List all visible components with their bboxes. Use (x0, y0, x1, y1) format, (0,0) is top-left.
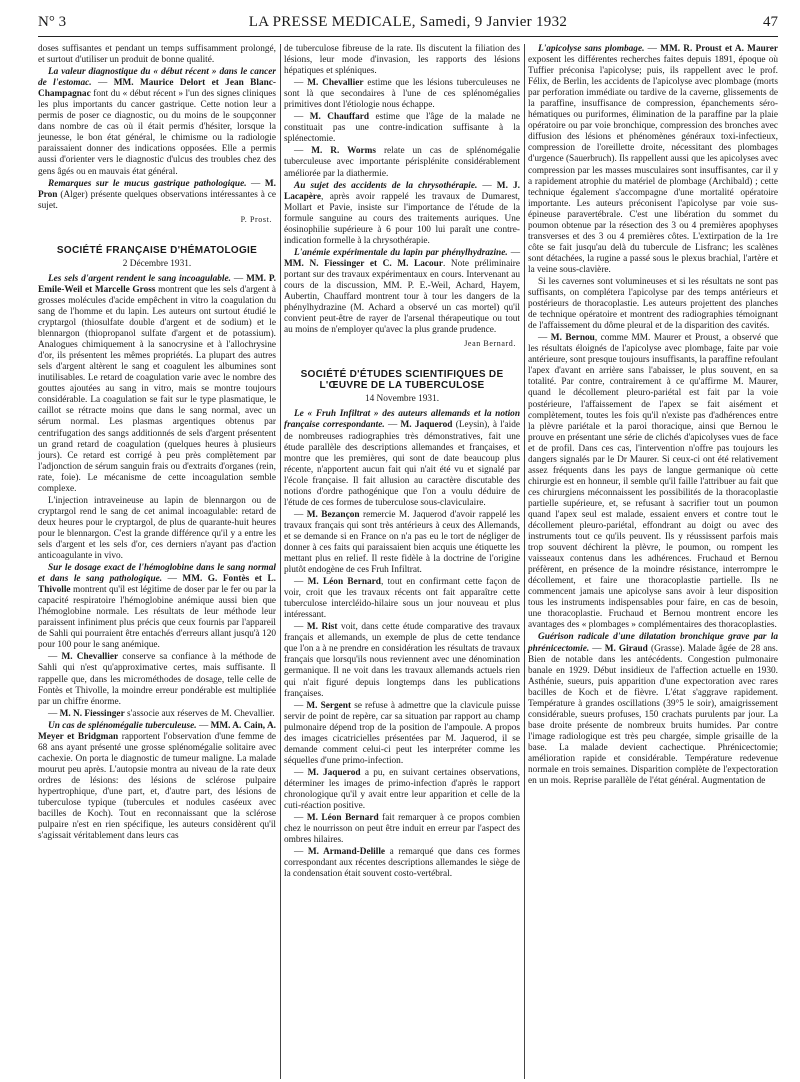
issue-number: N° 3 (38, 14, 67, 30)
column-divider (280, 44, 281, 1079)
author-names: MM. A. Cain, A. Meyer et Bridgman (38, 720, 277, 742)
author-names: M. Chevallier (61, 652, 119, 663)
topic-title: Le « Fruh Infiltrat » des auteurs allemands et la notion française correspondante. (284, 409, 520, 431)
author-names: M. R. Worms (311, 146, 376, 157)
paragraph: — M. Léon Bernard, tout en confirmant cette façon de voir, croit que les travaux récents ont fait apparaître cette tuberculose intercléido-hilaire sous un jour nouveau et plus intéressant. (284, 577, 521, 621)
paragraph: — M. N. Fiessinger s'associe aux réserves de M. Chevallier. (48, 708, 275, 719)
paragraph: L'injection intraveineuse au lapin de blennargon ou de cryptargol rend le sang de cet animal incoagulable: retard de deux heures pour le cryptargol, de plus de quarante-huit heures pour le blennargon. C'est la grande différence qu'il y a entre les sels d'argent et les sels d'or, ces derniers n'ayant pas d'action anticoagulante in vivo. (38, 495, 276, 562)
paragraph-text: voit, dans cette étude comparative des travaux français et allemands, un exemple de plus de cette tendance que l'on a à ne prendre en considération les résultats de travaux français que lorsqu'ils nous reviennent avec une dénomination germanique. Il ne voit dans les travaux allemands actuels rien qui n'ait figuré depuis longtemps dans les publications françaises. (284, 622, 521, 699)
signature: P. Prost. (240, 214, 272, 224)
topic-title: Un cas de splénomégalie tuberculeuse. (48, 720, 197, 731)
paragraph: — M. Bezançon remercie M. Jaquerod d'avoir rappelé les travaux français qui sont très antérieurs à ceux des Allemands, et se demande si en France on n'a pas eu le tort de négliger de donner à ces faits qui paraissaient bien acquis une étiquette les mettant plus en relief. Il reste fidèle à la doctrine de l'origine plutôt endogène de ces Fruh Infiltrat. (284, 509, 520, 576)
paragraph-text: estime que les lésions tuberculeuses ne sont là que secondaires à l'une de ces splénomégalies primitives dont l'étiologie nous échappe. (284, 78, 521, 111)
topic-title: L'apicolyse sans plombage. (538, 44, 645, 54)
page-number: 47 (763, 14, 778, 30)
author-names: M. Jaquerod (400, 420, 453, 431)
column-3 (528, 44, 778, 788)
column-2 (284, 44, 520, 881)
paragraph-text: a pu, en suivant certaines observations, déterminer les images de primo-infection d'après le rapport chronologique qu'il y avait entre leur apparition et celle de la cuti-réaction positive. (284, 767, 521, 812)
author-names: M. Chauffard (309, 112, 370, 123)
author-names: M. Jaquerod (307, 767, 361, 778)
paragraph-text: (Alger) présente quelques observations intéressantes à ce sujet. (38, 189, 277, 211)
paragraph: — M. Bernou, comme MM. Maurer et Proust, a observé que les résultats éloignés de l'apicolyse avec plombage, faite par voie antérieure, sont presque toujours insuffisants, la paraffine refoulant l'apex d'avant en arrière sans l'abaisser, le plus souvent, en sa totalité. Par contre, contrairement à ce qu'affirme M. Maurer, quand le décollement pleuro-pariétal est fait par la voie postérieure, l'affaissement de l'apex se fait aisément et complètement, toutes les fois qu'il n'existe pas d'adhérences entre la plèvre pariétale et la paroi thoracique, ainsi que Bernou le prouve en présentant une série de clichés d'apicolyses vues de face et de profil. Dans ces cas, l'intervention n'offre pas toujours les dangers signalés par le Dr Maurer. Si ceux-ci ont été relativement assez fréquents dans les pays de langue germanique où cette chirurgie est en honneur, il semble qu'il faille l'attribuer au fait que ces chirurgiens méconnaissent les possibilités de la thoracoplastie partielle supérieure, et, se refusant à sacrifier tout un poumon quand l'apex seul est malade, essaient envers et contre tout le décollement pleuro-pariétal, effondrant au doigt ou avec des instruments tout ce qu'ils peuvent. Ils y réussissent parfois mais trop souvent déchirent la plèvre, le poumon, ou rompent les vaisseaux contenus dans les adhérences. Fruchaud et Bernou préfèrent, en présence de la moindre résistance, interrompre le décollement, et faire une thoracoplastie partielle. Ils ne commencent jamais une apicolyse sans avoir à leur disposition tous les instruments indispensables pour faire, en cas de besoin, une thoracoplastie. Fruchaud et Bernou montrent encore les avantages des « plombages » complémentaires des thoracoplasties. (528, 333, 778, 631)
paragraph: La valeur diagnostique du « début récent » dans le cancer de l'estomac. — MM. Maurice Delort et Jean Blanc-Champagnac font du « début récent » l'un des signes cliniques les plus importants du cancer gastrique. Cette notion leur a permis de poser ce diagnostic, ou du moins de le soupçonner dans nombre de cas où il était permis d'hésiter, lorsque la jeunesse, le bon état général, le chimisme ou la radiologie paraissaient donner des indications opposées. Elle a permis aussi d'orienter vers le diagnostic d'ulcus des troubles chez des gens âgés ou en mauvais état général. (38, 67, 276, 177)
paragraph-text: , tout en confirmant cette façon de voir, croit que les travaux récents ont fait apparaître cette tuberculose intercléido-hilaire sous un jour nouveau et plus intéressant. (284, 577, 521, 621)
paragraph: Les sels d'argent rendent le sang incoagulable. — MM. P. Emile-Weil et Marcelle Gross montrent que les sels d'argent à grosses molécules d'acide empêchent in vitro la coagulation du sang de l'homme et du lapin. Les auteurs ont surtout étudié le cryptargol (thiosulfate double d'argent et de sodium) et le blennargon (thiopropanol sulfate d'argent et de potassium). Analogues chimiquement à la sanocrysine et à l'allochrysine d'or, ils présentent les mêmes propriétés. La plupart des autres sels d'argent altèrent le sang et coagulent les albumines sont inutilisables. Le retard de coagulation varie avec le nombre des gouttes ajoutées au sang in vitro, mais se montre toujours considérable. La coagulation se fait sur le type plasmatique, le caillot se rétracte moins que dans le sang normal, avec un sérum normal. Les plasmas argentiques obtenus par centrifugation des sangs additionnés de sels d'argent présentent un grand retard de coagulation (quelques heures à plusieurs jours). Ce retard est corrigé à peu près complètement par l'adjonction de sérum sanguin frais ou d'extraits d'organes (rein, rate, foie). Le mécanisme de cette incoagulation semble complexe. (38, 273, 276, 494)
page-header (38, 14, 778, 37)
author-names: M. Armand-Delille (307, 847, 386, 858)
author-names: MM. R. Proust et A. Maurer (660, 44, 778, 54)
paragraph-text: estime que l'âge de la malade ne constituait pas une contre-indication suffisante à la splénectomie. (284, 112, 520, 145)
paragraph: — M. Chevallier estime que les lésions tuberculeuses ne sont là que secondaires à l'une de ces splénomégalies primitives dont l'étiologie nous échappe. (284, 78, 521, 111)
section-date: 14 Novembre 1931. (364, 394, 440, 405)
author-names: M. Giraud (604, 643, 648, 654)
paragraph-text: a remarqué que dans ces formes correspondant aux récentes descriptions allemandes le siège de la condensation était souvent costo-vertébral. (284, 847, 520, 880)
author-names: M. Bernou (550, 333, 595, 344)
topic-title: Les sels d'argent rendent le sang incoagulable. (48, 273, 231, 284)
paragraph: — M. Chauffard estime que l'âge de la malade ne constituait pas une contre-indication suffisante à la splénectomie. (284, 112, 520, 145)
paragraph: Le « Fruh Infiltrat » des auteurs allemands et la notion française correspondante. — M. Jaquerod (Leysin), à l'aide de nombreuses radiographies très démonstratives, fait une étude parallèle des descriptions allemandes et françaises, et montre que les premières, qui sont de date beaucoup plus récente, n'apportent aucun fait qui n'ait été vu et signalé par l'école française. Il fait allusion au caractère discutable des notions d'ordre pathogénique que l'on a voulu déduire de l'étude de ces formes de tuberculose sous-claviculaire. (284, 409, 521, 508)
topic-title: Au sujet des accidents de la chrysothérapie. (294, 180, 478, 191)
topic-title: Remarques sur le mucus gastrique pathologique. (48, 178, 247, 189)
paragraph-text: relate un cas de splénomégalie tuberculeuse avec importante périsplénite considérablement améliorée par la diathermie. (284, 146, 520, 179)
paragraph-text: montrent qu'il est légitime de doser par le fer ou par la capacité respiratoire l'hémoglobine anémique aussi bien que l'hémoglobine normale. Les résultats de leur méthode leur paraissent infiniment plus précis que ceux fournis par l'appareil de Sahli qui pourraient être entachés d'erreurs allant jusqu'à 120 pour 100 pour le sang anémique. (38, 585, 277, 651)
paragraph-text: (Grasse). Malade âgée de 28 ans. Bien de notable dans les antécédents. Congestion pulmonaire banale en 1929. Début insidieux de l'affection actuelle en 1930. Asthénie, sueurs, puis apparition d'une expectoration avec rares bacilles de Koch et de fièvre. L'état s'aggrave rapidement. Température à grandes oscillations (39°5 le soir), amaigrissement considérable, sueurs profuses, 150 crachats purulents par jour. La base droite présente de nombreux bruits humides. Par contre l'image radiologique est très peu chargée, simple grisaille de la base. La malade devient cachectique. Phrénicectomie; amélioration rapide et considérable. Température redevenue normale en trois semaines. Disparition complète de l'expectoration en un mois. Reprise parallèle de l'état général. Augmentation de (528, 643, 778, 787)
paragraph: Remarques sur le mucus gastrique pathologique. — M. Pron (Alger) présente quelques observations intéressantes à ce sujet. (38, 178, 277, 211)
topic-title: La valeur diagnostique du « début récent » dans le cancer de l'estomac. (38, 67, 276, 89)
section-date: 2 Décembre 1931. (122, 258, 192, 269)
author-names: MM. G. Fontès et L. Thivolle (38, 574, 276, 596)
author-names: M. J. Lacapère (284, 180, 520, 202)
paragraph-text: rapportent l'observation d'une femme de 68 ans ayant présenté une grosse splénomégalie solitaire avec cachexie. On porta le diagnostic de tumeur maligne. La malade mourut peu après. L'autopsie montra au niveau de la rate deux ordres de lésions: des lésions de sclérose pulpaire hypertrophique, d'une part, et, d'autre part, des lésions de tuberculose typique (tubercules et nodules caséeux avec bacilles de Koch). Tout en reconnaissant que la sclérose pulpaire n'est en rien spécifique, les auteurs considèrent qu'il s'agissait véritablement dans leurs cas (38, 731, 276, 842)
paragraph: — M. Rist voit, dans cette étude comparative des travaux français et allemands, un exemple de plus de cette tendance que l'on a à ne prendre en considération les résultats de travaux français que lorsqu'ils nous reviennent avec une dénomination germanique. Il ne voit dans les travaux allemands actuels rien qui n'ait figuré depuis longtemps dans les publications françaises. (284, 622, 521, 699)
paragraph-text: exposent les différentes recherches faites depuis 1891, époque où Tuffier préconisa l'apicolyse; puis, ils rappellent avec le prof. Félix, de Berlin, les accidents de l'apicolyse avec plombage (morts par perforation immédiate ou tardive de la caverne, glissements de la paraffine, insuffisance de compression, épanchements séro-hématiques ou puriformes, élimination de la paraffine par la plaie opératoire ou par voie bronchique, compression des bronches avec diffusion des lésions et phénomènes généraux toxi-infectieux, compression de l'oreillette droite, nécessitant des plombages d'urgence (Sauerbruch). Ils rappellent aussi que les apicolyses avec compression par les masses musculaires sont insuffisantes, car il y a rapidement atrophie du matériel de plombage (Archibald) ; cette technique également s'accompagne d'une mortalité opératoire importante. Les auteurs préconisent l'apicolyse par voie sus-épineuse paravertébrale. C'est une libération du sommet du poumon obtenue par la résection des 3 ou 4 premières apophyses transverses et des 3 ou 4 premières côtes. L'extirpation de la 1re côte se fait jusqu'au delà du tubercule de Lisfranc; les scalènes sont détachées, la rugine a passé sous le plexus brachial, l'artère et la veine sous-clavière. (528, 55, 778, 275)
author-names: MM. P. Emile-Weil et Marcelle Gross (38, 273, 276, 295)
author-names: MM. N. Fiessinger et C. M. Lacour (284, 258, 443, 269)
topic-title: Sur le dosage exact de l'hémoglobine dans le sang normal et dans le sang pathologique. (38, 563, 276, 585)
paragraph-text: s'associe aux réserves de M. Chevallier. (127, 708, 275, 719)
section-title: SOCIÉTÉ D'ÉTUDES SCIENTIFIQUES DE L'ŒUVRE DE LA TUBERCULOSE (300, 369, 504, 392)
author-names: M. Pron (38, 178, 276, 200)
journal-title: LA PRESSE MEDICALE, Samedi, 9 Janvier 1932 (248, 14, 568, 30)
author-names: M. N. Fiessinger (59, 708, 125, 719)
paragraph-text: font du « début récent » l'un des signes cliniques les plus importants du cancer gastrique. Cette notion leur a permis de poser ce diagnostic, ou du moins de le soupçonner dans nombre de cas où il était permis d'hésiter, lorsque la jeunesse, le bon état général, le chimisme ou la radiologie paraissaient donner des indications opposées. Elle a permis aussi d'orienter vers le diagnostic d'ulcus des troubles chez des gens âgés ou en mauvais état général. (38, 89, 276, 177)
paragraph: Guérison radicale d'une dilatation bronchique grave par la phrénicectomie. — M. Giraud (Grasse). Malade âgée de 28 ans. Bien de notable dans les antécédents. Congestion pulmonaire banale en 1929. Début insidieux de l'affection actuelle en 1930. Asthénie, sueurs, puis apparition d'une expectoration avec rares bacilles de Koch et de fièvre. L'état s'aggrave rapidement. Température à grandes oscillations (39°5 le soir), amaigrissement considérable, sueurs profuses, 150 crachats purulents par jour. La base droite présente de nombreux bruits humides. Par contre l'image radiologique est très peu chargée, simple grisaille de la base. La malade devient cachectique. Phrénicectomie; amélioration rapide et considérable. Température redevenue normale en trois semaines. Disparition complète de l'expectoration en un mois. Reprise parallèle de l'état général. Augmentation de (528, 632, 778, 787)
paragraph: — M. Jaquerod a pu, en suivant certaines observations, déterminer les images de primo-infection d'après le rapport chronologique qu'il y avait entre leur apparition et celle de la cuti-réaction positive. (284, 767, 521, 812)
paragraph-text: (Leysin), à l'aide de nombreuses radiographies très démonstratives, fait une étude parallèle des descriptions allemandes et françaises, et montre que les premières, qui sont de date beaucoup plus récente, n'apportent aucun fait qui n'ait été vu et signalé par l'école française. Il fait allusion au caractère discutable des notions d'ordre pathogénique que l'on a voulu déduire de l'étude de ces formes de tuberculose sous-claviculaire. (284, 420, 521, 508)
paragraph-text: conserve sa confiance à la méthode de Sahli qui n'est qu'approximative certes, mais suffisante. Il rappelle que, dans les microméthodes de dosage, telle celle de Fontès et Thivolle, la moindre erreur pondérable est multipliée par un chiffre énorme. (38, 652, 277, 707)
paragraph: L'apicolyse sans plombage. — MM. R. Proust et A. Maurer exposent les différentes recherches faites depuis 1891, époque où Tuffier préconisa l'apicolyse; puis, ils rappellent avec le prof. Félix, de Berlin, les accidents de l'apicolyse avec plombage (morts par perforation immédiate ou tardive de la caverne, glissements de la paraffine, insuffisance de compression, épanchements séro-hématiques ou puriformes, élimination de la paraffine par la plaie opératoire ou par voie bronchique, compression des bronches avec diffusion des lésions et phénomènes généraux toxi-infectieux, compression de l'oreillette droite, nécessitant des plombages d'urgence (Sauerbruch). Ils rappellent aussi que les apicolyses avec compression par les masses musculaires sont insuffisantes, car il y a rapidement atrophie du matériel de plombage (Archibald) ; cette technique également s'accompagne d'une mortalité opératoire importante. Les auteurs préconisent l'apicolyse par voie sus-épineuse paravertébrale. C'est une libération du sommet du poumon obtenue par la résection des 3 ou 4 premières apophyses transverses et des 3 ou 4 premières côtes. L'extirpation de la 1re côte se fait jusqu'au delà du tubercule de Lisfranc; les scalènes sont détachées, la rugine a passé sous le plexus brachial, l'artère et la veine sous-clavière. (528, 44, 778, 275)
paragraph-text: fait remarquer à ce propos combien chez le nourrisson on peut être induit en erreur par l'aspect des ombres hilaires. (284, 813, 521, 846)
paragraph: — M. R. Worms relate un cas de splénomégalie tuberculeuse avec importante périsplénite considérablement améliorée par la diathermie. (284, 146, 520, 179)
paragraph-text: , comme MM. Maurer et Proust, a observé que les résultats éloignés de l'apicolyse avec plombage, faite par voie antérieure, sont presque toujours insuffisants, la paraffine refoulant l'apex d'avant en arrière sans l'abaisser, le plus souvent, en sa totalité. Par contre, contrairement à ce qu'affirme M. Maurer, quand le décollement pleuro-pariétal est fait par la voie postérieure, l'affaissement de l'apex se fait aisément et complètement, toutes les fois qu'il n'existe pas d'adhérences entre la plèvre pariétale et la paroi thoracique, ainsi que Bernou le prouve en présentant une série de clichés d'apicolyses vues de face et de profil. Dans ces cas, l'intervention n'offre pas toujours les dangers signalés par le Dr Maurer. Si ceux-ci ont été relativement assez fréquents dans les pays de langue germanique où cette chirurgie est en honneur, il semble qu'il faille l'attribuer au fait que ces chirurgiens méconnaissent les possibilités de la thoracoplastie partielle supérieure, et, se refusant à sacrifier tout un poumon quand l'apex seul est malade, essaient envers et contre tout le décollement pleuro-pariétal, effondrant au doigt ou avec des instruments tout ce qu'ils peuvent. Ils y réussissent parfois mais trop souvent déchirent la plèvre, le poumon, ou rompent les vaisseaux contenus dans les adhérences. Fruchaud et Bernou préfèrent, en présence de la moindre résistance, interrompre le décollement, et faire une thoracoplastie partielle. Ils ne commencent jamais une apicolyse sans avoir à leur disposition tous les instruments indispensables pour faire, en cas de besoin, une thoracoplastie. Fruchaud et Bernou montrent encore les avantages des « plombages » complémentaires des thoracoplasties. (528, 333, 778, 631)
paragraph: Au sujet des accidents de la chrysothérapie. — M. J. Lacapère, après avoir rappelé les travaux de Dumarest, Mollart et Pavie, insiste sur l'importance de l'étude de la formule sanguine au cours des traitements auriques. Une éosinophilie supérieure à 6 pour 100 lui paraît une contre-indication formelle à la chrysothérapie. (284, 180, 520, 246)
topic-title: Guérison radicale d'une dilatation bronchique grave par la phrénicectomie. (528, 632, 778, 654)
paragraph: — M. Léon Bernard fait remarquer à ce propos combien chez le nourrisson on peut être induit en erreur par l'aspect des ombres hilaires. (284, 813, 521, 846)
author-names: M. Léon Bernard (306, 813, 379, 824)
paragraph: — M. Sergent se refuse à admettre que la clavicule puisse servir de point de repère, car sa situation par rapport au champ pulmonaire dépend trop de la position de l'ampoule. A propos des images cicatricielles présentées par M. Jaquerod, il se demande comment celui-ci peut les interpréter comme les séquelles d'une primo-infection. (284, 700, 520, 766)
author-names: M. Bezançon (306, 509, 360, 520)
paragraph-text: . Note préliminaire portant sur des travaux expérimentaux en cours. Intervenant au cours de la discussion, MM. P. E.-Weil, Achard, Hayem, Aubertin, Chauffard montrent tour à tour les dangers de la phénylhydrazine (M. Achard a observé un cas mortel) qu'il convient peut-être de rayer de l'arsenal thérapeutique ou tout au moins de n'employer qu'avec la plus grande prudence. (284, 258, 520, 336)
author-names: M. Rist (306, 622, 338, 633)
section-title: SOCIÉTÉ FRANÇAISE D'HÉMATOLOGIE (56, 244, 258, 256)
column-divider (524, 44, 525, 1079)
paragraph: — M. Chevallier conserve sa confiance à la méthode de Sahli qui n'est qu'approximative certes, mais suffisante. Il rappelle que, dans les microméthodes de dosage, telle celle de Fontès et Thivolle, la moindre erreur pondérable est multipliée par un chiffre énorme. (38, 652, 277, 707)
paragraph: doses suffisantes et pendant un temps suffisamment prolongé, et surtout d'utiliser un produit de bonne qualité. (38, 44, 276, 66)
paragraph-text: remercie M. Jaquerod d'avoir rappelé les travaux français qui sont très antérieurs à ceux des Allemands, et se demande si en France on n'a pas eu le tort de négliger de donner à ces faits qui paraissaient bien acquis une étiquette les mettant plus en relief. Il reste fidèle à la doctrine de l'origine plutôt endogène de ces Fruh Infiltrat. (284, 509, 520, 576)
paragraph-text: , après avoir rappelé les travaux de Dumarest, Mollart et Pavie, insiste sur l'importance de l'étude de la formule sanguine au cours des traitements auriques. Une éosinophilie supérieure à 6 pour 100 lui paraît une contre-indication formelle à la chrysothérapie. (284, 191, 520, 246)
topic-title: L'anémie expérimentale du lapin par phénylhydrazine. (294, 247, 508, 258)
paragraph: Sur le dosage exact de l'hémoglobine dans le sang normal et dans le sang pathologique. — MM. G. Fontès et L. Thivolle montrent qu'il est légitime de doser par le fer ou par la capacité respiratoire l'hémoglobine anémique aussi bien que l'hémoglobine normale. Les résultats de leur méthode leur paraissent infiniment plus précis que ceux fournis par l'appareil de Sahli qui pourraient être entachés d'erreurs allant jusqu'à 120 pour 100 pour le sang anémique. (38, 563, 277, 651)
author-names: M. Léon Bernard (307, 577, 381, 588)
paragraph: Si les cavernes sont volumineuses et si les résultats ne sont pas suffisants, on complétera l'apicolyse par des temps antérieurs et postérieurs de thoracoplastie. Les auteurs projettent des planches de technique opératoire et montrent des radiographies témoignant de l'affaissement du dôme pleural et de la disparition des cavités. (528, 276, 778, 332)
author-names: M. Sergent (306, 700, 352, 711)
column-1 (38, 44, 276, 843)
paragraph: — M. Armand-Delille a remarqué que dans ces formes correspondant aux récentes descriptions allemandes le siège de la condensation était souvent costo-vertébral. (284, 847, 520, 880)
author-names: M. Chevallier (307, 78, 364, 89)
signature: Jean Bernard. (464, 339, 516, 349)
paragraph: Un cas de splénomégalie tuberculeuse. — MM. A. Cain, A. Meyer et Bridgman rapportent l'observation d'une femme de 68 ans ayant présenté une grosse splénomégalie solitaire avec cachexie. On porta le diagnostic de tumeur maligne. La malade mourut peu après. L'autopsie montra au niveau de la rate deux ordres de lésions: des lésions de sclérose pulpaire hypertrophique, d'une part, et, d'autre part, des lésions de tuberculose typique (tubercules et nodules caséeux avec bacilles de Koch). Tout en reconnaissant que la sclérose pulpaire n'est en rien spécifique, les auteurs considèrent qu'il s'agissait véritablement dans leurs cas (38, 720, 277, 842)
paragraph-text: se refuse à admettre que la clavicule puisse servir de point de repère, car sa situation par rapport au champ pulmonaire dépend trop de la position de l'ampoule. A propos des images cicatricielles présentées par M. Jaquerod, il se demande comment celui-ci peut les interpréter comme les séquelles d'une primo-infection. (284, 700, 520, 766)
paragraph: L'anémie expérimentale du lapin par phénylhydrazine. — MM. N. Fiessinger et C. M. Lacour. Note préliminaire portant sur des travaux expérimentaux en cours. Intervenant au cours de la discussion, MM. P. E.-Weil, Achard, Hayem, Aubertin, Chauffard montrent tour à tour les dangers de la phénylhydrazine (M. Achard a observé un cas mortel) qu'il convient peut-être de rayer de l'arsenal thérapeutique ou tout au moins de n'employer qu'avec la plus grande prudence. (284, 247, 521, 336)
paragraph: de tuberculose fibreuse de la rate. Ils discutent la filiation des lésions, leur mode d'invasion, les rapports des lésions hépatiques et spléniques. (284, 44, 520, 77)
paragraph-text: montrent que les sels d'argent à grosses molécules d'acide empêchent in vitro la coagulation du sang de l'homme et du lapin. Les auteurs ont surtout étudié le cryptargol (thiosulfate double d'argent et de sodium) et le blennargon (thiopropanol sulfate d'argent et de potassium). Analogues chimiquement à la sanocrysine et à l'allochrysine d'or, ils présentent les mêmes propriétés. La plupart des autres sels d'argent altèrent le sang et coagulent les albumines sont inutilisables. Le retard de coagulation varie avec le nombre des gouttes ajoutées au sang in vitro, mais se montre toujours considérable. La coagulation se fait sur le type plasmatique, le caillot se rétracte moins que dans le sang normal, avec un sérum normal. Les plasmas argentiques obtenus par centrifugation des sangs additionnés de sels d'argent présentent un grand retard de coagulation (quelques heures à plusieurs jours). Ce retard est corrigé à peu près complètement par l'adjonction de sérum sanguin frais ou d'extraits d'organes (rein, rate, foie). Le mécanisme de cette incoagulation semble complexe. (38, 284, 276, 494)
author-names: MM. Maurice Delort et Jean Blanc-Champagnac (38, 78, 276, 100)
